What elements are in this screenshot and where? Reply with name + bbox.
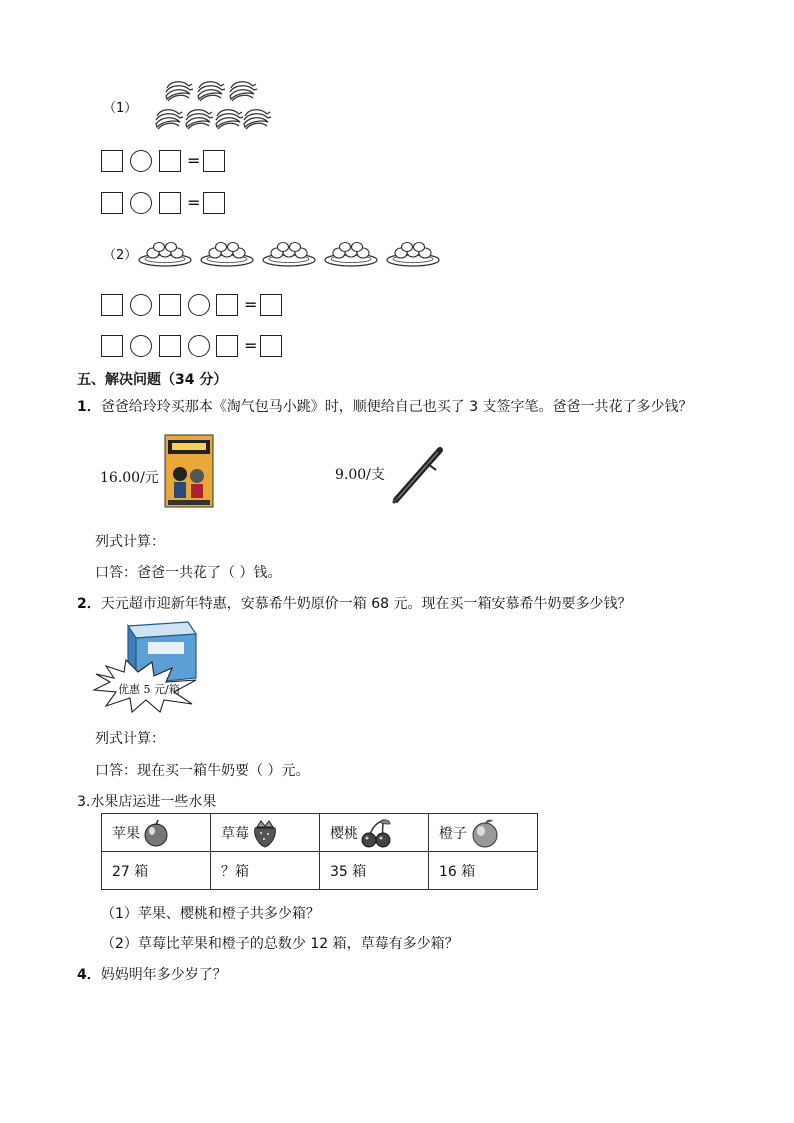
answer-box[interactable] <box>101 335 123 357</box>
answer-box[interactable] <box>260 294 282 316</box>
question-text: 妈妈明年多少岁了？ <box>100 967 227 983</box>
operator-circle[interactable] <box>130 192 152 214</box>
equals-sign: = <box>187 151 201 170</box>
answer-label: 口答：爸爸一共花了（ ）钱。 <box>95 565 282 581</box>
table-cell: 35 箱 <box>320 852 429 890</box>
question-4 <box>77 964 227 984</box>
q3-sub-question-2: （2）草莓比苹果和橙子的总数少 12 箱，草莓有多少箱？ <box>101 936 459 952</box>
table-cell <box>102 814 211 852</box>
q3-sub-question-1: （1）苹果、樱桃和橙子共多少箱？ <box>101 906 320 922</box>
table-row <box>102 814 538 852</box>
book-price: 16.00/元 <box>100 470 159 486</box>
fruit-name: 樱桃 <box>330 825 358 842</box>
fruit-name: 橙子 <box>439 825 467 842</box>
operator-circle[interactable] <box>130 335 152 357</box>
discount-label: 优惠 5 元/箱 <box>118 683 180 696</box>
table-cell <box>320 814 429 852</box>
pen-price: 9.00/支 <box>335 467 385 483</box>
equals-sign: = <box>244 295 258 314</box>
answer-box[interactable] <box>101 294 123 316</box>
answer-box[interactable] <box>159 150 181 172</box>
answer-box[interactable] <box>101 150 123 172</box>
part2-label: （2） <box>103 248 138 263</box>
operator-circle[interactable] <box>130 150 152 172</box>
fruit-table <box>101 813 538 890</box>
book-cover-icon <box>164 434 214 508</box>
equals-sign: = <box>244 336 258 355</box>
orange-icon <box>469 817 501 849</box>
answer-box[interactable] <box>159 192 181 214</box>
fruit-name: 苹果 <box>112 825 140 842</box>
table-cell: 27 箱 <box>102 852 211 890</box>
question-number: 4． <box>77 967 101 983</box>
apple-icon <box>142 819 170 847</box>
answer-box[interactable] <box>159 294 181 316</box>
question-3-title: 3.水果店运进一些水果 <box>77 794 217 810</box>
answer-box[interactable] <box>260 335 282 357</box>
table-cell <box>429 814 538 852</box>
question-text: 天元超市迎新年特惠，安慕希牛奶原价一箱 68 元。现在买一箱安慕希牛奶要多少钱？ <box>100 596 632 612</box>
banana-bunch-icon <box>155 80 275 136</box>
pen-icon <box>390 444 446 506</box>
answer-box[interactable] <box>101 192 123 214</box>
answer-box[interactable] <box>159 335 181 357</box>
fruit-name: 草莓 <box>221 825 249 842</box>
part1-label: （1） <box>103 101 138 116</box>
table-cell <box>211 814 320 852</box>
answer-box[interactable] <box>203 192 225 214</box>
answer-box[interactable] <box>216 335 238 357</box>
operator-circle[interactable] <box>188 294 210 316</box>
section-title: 五、解决问题（34 分） <box>77 372 228 388</box>
table-cell: ？箱 <box>211 852 320 890</box>
milk-box-icon <box>92 620 200 714</box>
question-number: 2． <box>77 596 101 612</box>
banana-group <box>155 80 275 136</box>
answer-label: 口答：现在买一箱牛奶要（ ）元。 <box>95 763 310 779</box>
question-2 <box>77 593 631 613</box>
calc-label: 列式计算： <box>95 731 165 747</box>
cherry-icon <box>360 818 392 848</box>
table-row <box>102 852 538 890</box>
calc-label: 列式计算： <box>95 534 165 550</box>
answer-box[interactable] <box>203 150 225 172</box>
milk-box-illustration <box>92 620 200 714</box>
operator-circle[interactable] <box>188 335 210 357</box>
question-1 <box>77 396 693 416</box>
question-text: 爸爸给玲玲买那本《淘气包马小跳》时，顺便给自己也买了 3 支签字笔。爸爸一共花了多少钱？ <box>100 399 693 415</box>
answer-box[interactable] <box>216 294 238 316</box>
egg-plate-group <box>138 236 443 270</box>
question-number: 1． <box>77 399 101 415</box>
egg-plate-icon <box>138 236 443 270</box>
equals-sign: = <box>187 193 201 212</box>
operator-circle[interactable] <box>130 294 152 316</box>
table-cell: 16 箱 <box>429 852 538 890</box>
strawberry-icon <box>251 818 279 848</box>
